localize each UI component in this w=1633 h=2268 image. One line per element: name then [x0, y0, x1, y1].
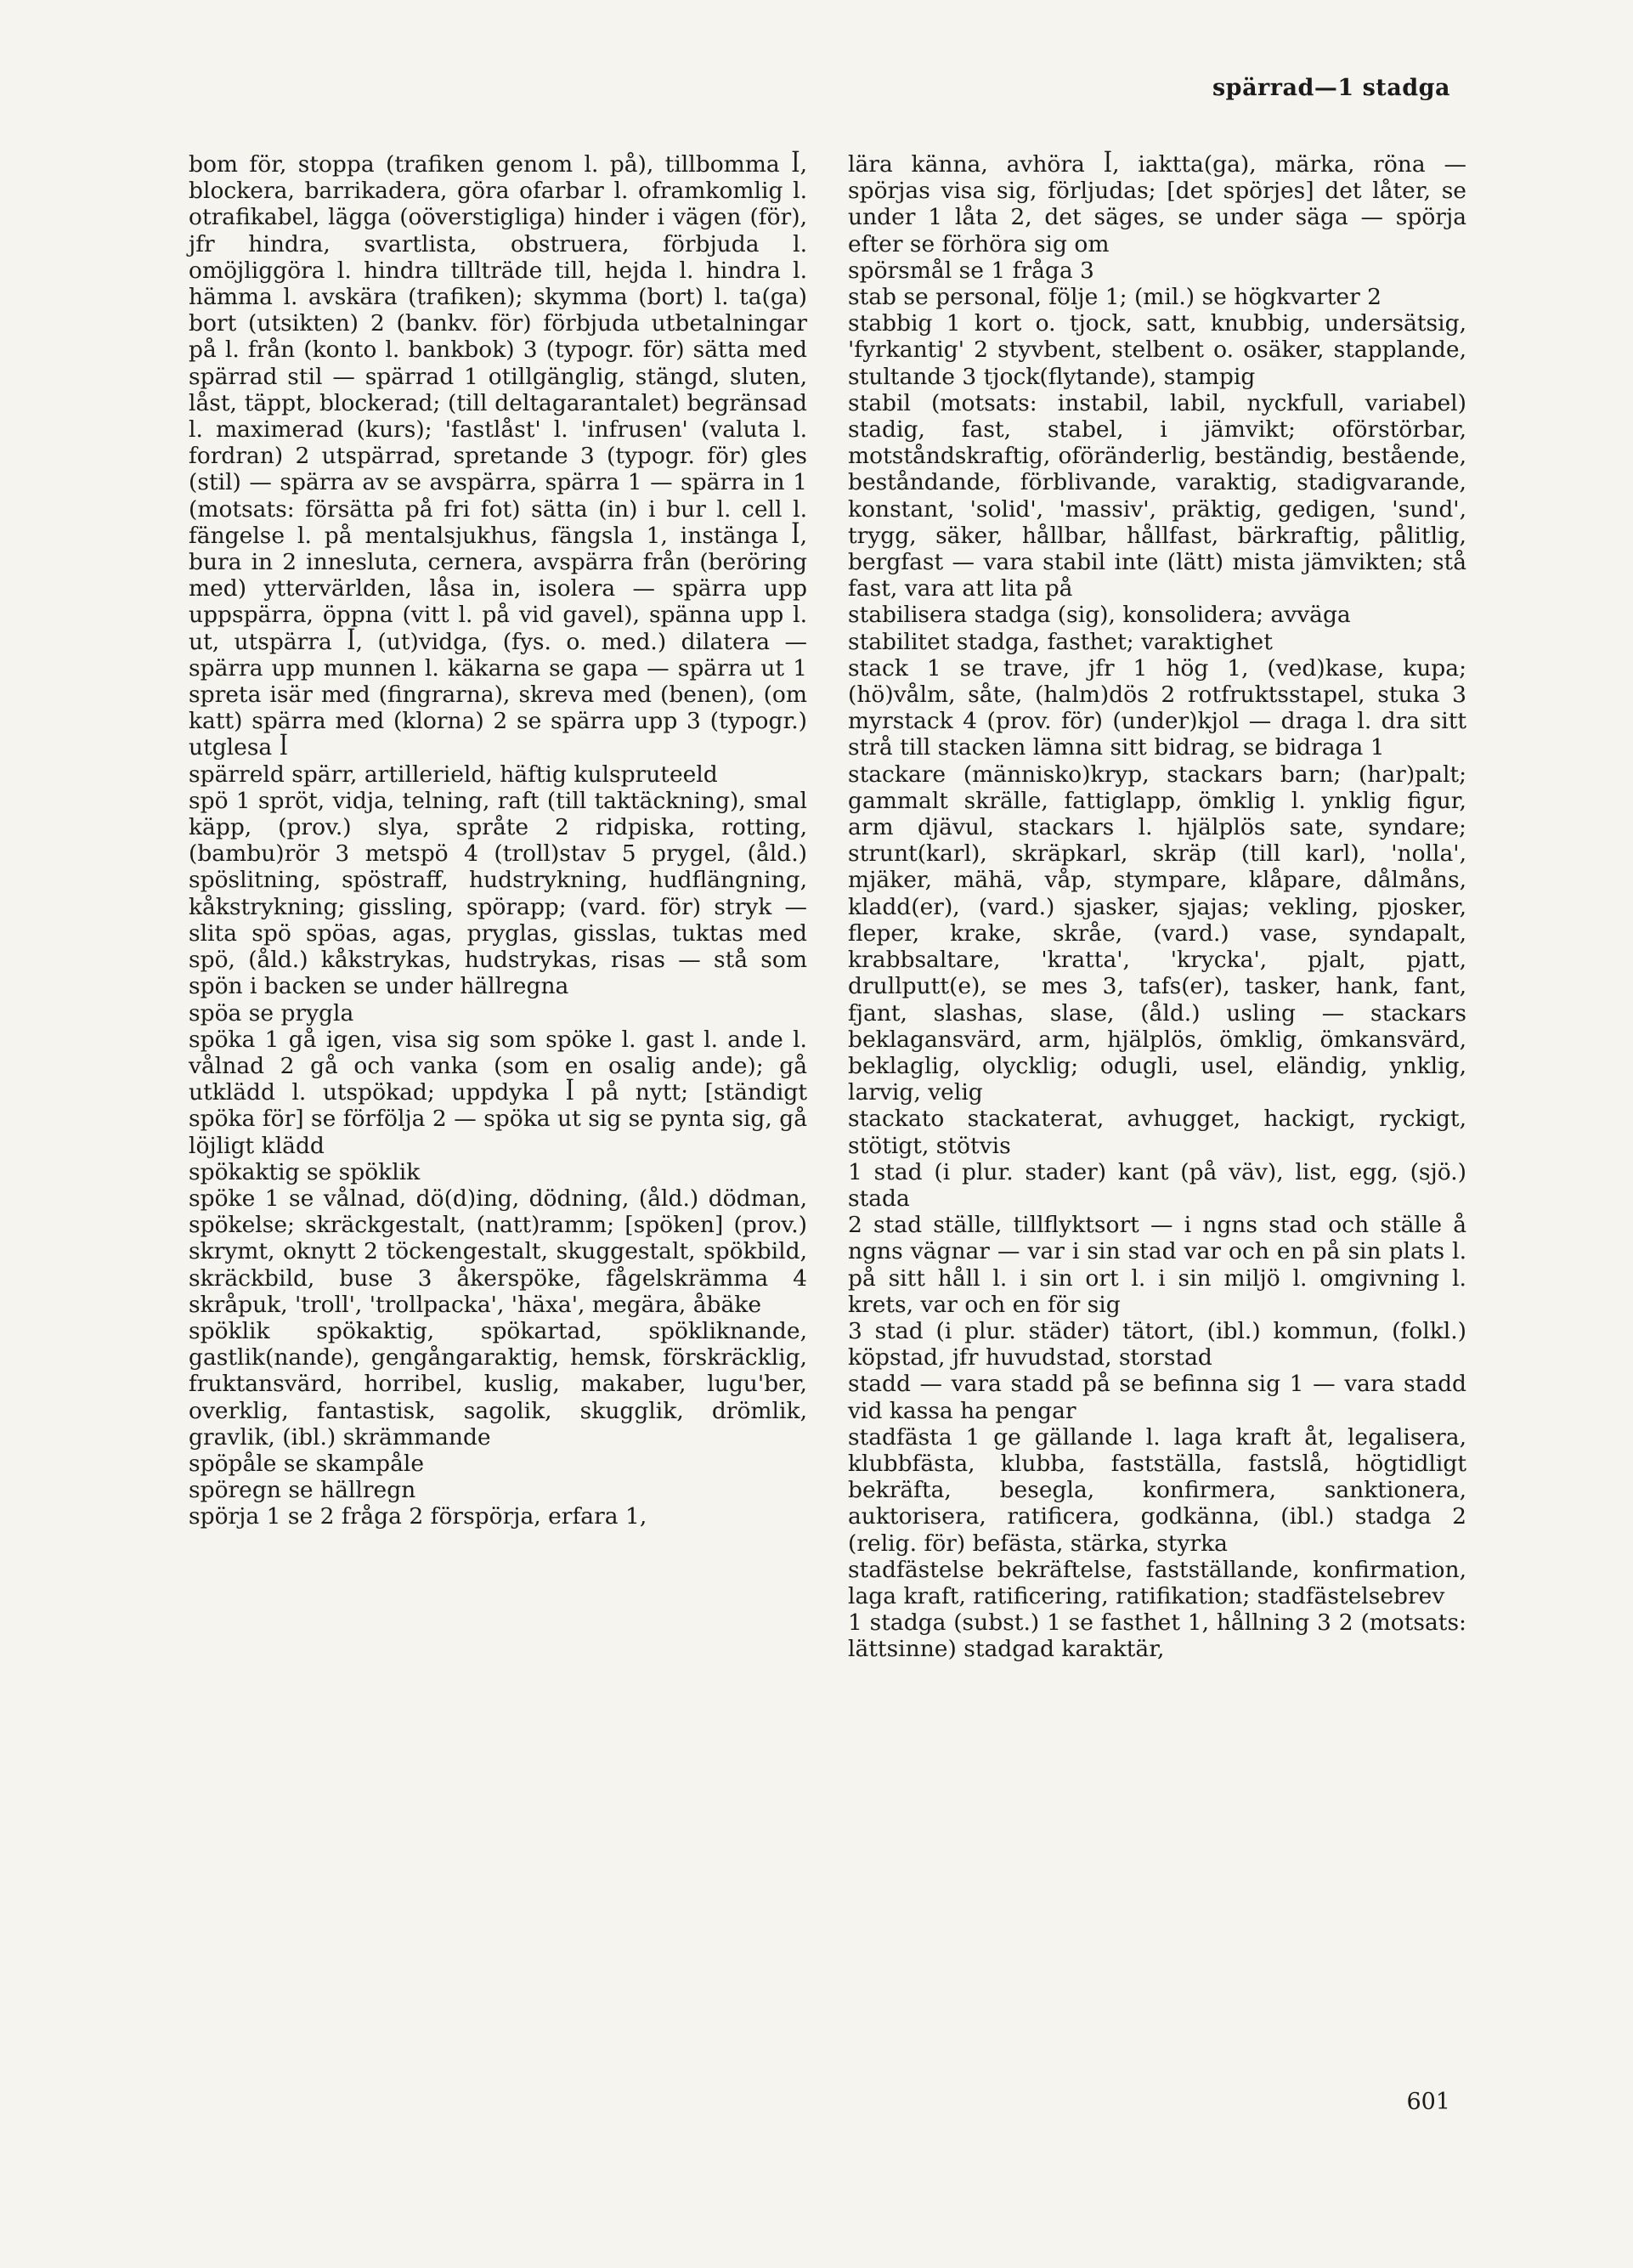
entry: 1 stadga (subst.) 1 se fasthet 1, hållning 3 2 (motsats: lättsinne) stadgad karaktär,: [848, 1609, 1466, 1663]
entry: spöregn se hällregn: [189, 1477, 416, 1504]
entry: spörsmål se 1 fråga 3: [848, 257, 1094, 284]
entry: stab se personal, följe 1; (mil.) se högkvarter 2: [848, 284, 1382, 311]
entry: lära känna, avhöra ꟾ, iaktta(ga), märka, röna — spörjas visa sig, förljudas; [det spörjes] det låter, se under 1 låta 2, det säges, se under säga — spörja efter se förhöra sig om: [848, 151, 1466, 257]
entry: stabbig 1 kort o. tjock, satt, knubbig, undersätsig, 'fyrkantig' 2 styvbent, stelbent o. osäker, stapplande, stultande 3 tjock(flytande), stampig: [848, 310, 1466, 390]
entry: spöa se prygla: [189, 999, 354, 1027]
entry: spökaktig se spöklik: [189, 1158, 421, 1185]
entry: spärreld spärr, artillerield, häftig kulspruteeld: [189, 761, 718, 788]
entry: spöpåle se skampåle: [189, 1450, 425, 1477]
entry: bom för, stoppa (trafiken genom l. på), tillbomma ꟾ, blockera, barrikadera, göra ofarbar l. oframkomlig l. otrafikabel, lägga (oöverstigliga) hinder i vägen (för), jfr hindra, svartlista, obstruera, förbjuda l. omöjliggöra l. hindra tillträde till, hejda l. hindra l. hämma l. avskära (trafiken); skymma (bort) l. ta(ga) bort (utsikten) 2 (bankv. för) förbjuda utbetalningar på l. från (konto l. bankbok) 3 (typogr. för) sätta med spärrad stil — spärrad 1 otillgänglig, stängd, sluten, låst, täppt, blockerad; (till deltagarantalet) begränsad l. maximerad (kurs); 'fastlåst' l. 'infrusen' (valuta l. fordran) 2 utspärrad, spretande 3 (typogr. för) gles (stil) — spärra av se avspärra, spärra 1 — spärra in 1 (motsats: försätta på fri fot) sätta (in) i bur l. cell l. fängelse l. på mentalsjukhus, fängsla 1, instänga ꟾ, bura in 2 innesluta, cernera, avspärra från (beröring med) yttervärlden, låsa in, isolera — spärra upp uppspärra, öppna (vitt l. på vid gavel), spänna upp l. ut, utspärra ꟾ, (ut)vidga, (fys. o. med.) dilatera — spärra upp munnen l. käkarna se gapa — spärra ut 1 spreta isär med (fingrarna), skreva med (benen), (om katt) spärra med (klorna) 2 se spärra upp 3 (typogr.) utglesa ꟾ: [189, 151, 807, 761]
entry: spöke 1 se vålnad, dö(d)ing, dödning, (åld.) dödman, spökelse; skräckgestalt, (natt)ramm; [spöken] (prov.) skrymt, oknytt 2 töckengestalt, skuggestalt, spökbild, skräckbild, buse 3 åkerspöke, fågelskrämma 4 skråpuk, 'troll', 'trollpacka', 'häxa', megära, åbäke: [189, 1185, 807, 1318]
left-column: [189, 151, 807, 1530]
entry: stack 1 se trave, jfr 1 hög 1, (ved)kase, kupa; (hö)vålm, såte, (halm)dös 2 rotfruktsstapel, stuka 3 myrstack 4 (prov. för) (under)kjol — draga l. dra sitt strå till stacken lämna sitt bidrag, se bidraga 1: [848, 654, 1466, 761]
entry: spörja 1 se 2 fråga 2 förspörja, erfara 1,: [189, 1503, 647, 1530]
entry: 3 stad (i plur. städer) tätort, (ibl.) kommun, (folkl.) köpstad, jfr huvudstad, storstad: [848, 1317, 1466, 1372]
entry: stabilisera stadga (sig), konsolidera; avväga: [848, 602, 1351, 629]
entry: stabil (motsats: instabil, labil, nyckfull, variabel) stadig, fast, stabel, i jämvikt; oförstörbar, motståndskraftig, oföränderlig, beständig, bestående, beståndande, förblivande, varaktig, stadigvarande, konstant, 'solid', 'massiv', präktig, gedigen, 'sund', trygg, säker, hållbar, hållfast, bärkraftig, pålitlig, bergfast — vara stabil inte (lätt) mista jämvikten; stå fast, vara att lita på: [848, 389, 1466, 602]
page-number: 601: [1406, 2089, 1450, 2115]
entry: 2 stad ställe, tillflyktsort — i ngns stad och ställe å ngns vägnar — var i sin stad var och en på sin plats l. på sitt håll l. i sin ort l. i sin miljö l. omgivning l. krets, var och en för sig: [848, 1212, 1466, 1318]
entry: spöklik spökaktig, spökartad, spökliknande, gastlik(nande), gengångaraktig, hemsk, förskräcklig, fruktansvärd, horribel, kuslig, makaber, lugu'ber, overklig, fantastisk, sagolik, skugglik, drömlik, gravlik, (ibl.) skrämmande: [189, 1317, 807, 1451]
right-column: [848, 151, 1466, 1663]
entry: 1 stad (i plur. stader) kant (på väv), list, egg, (sjö.) stada: [848, 1158, 1466, 1212]
entry: stackato stackaterat, avhugget, hackigt, ryckigt, stötigt, stötvis: [848, 1106, 1466, 1159]
entry: stackare (människo)kryp, stackars barn; (har)palt; gammalt skrälle, fattiglapp, ömklig l. ynklig figur, arm djävul, stackars l. hjälplös sate, syndare; strunt(karl), skräpkarl, skräp (till karl), 'nolla', mjäker, mähä, våp, stympare, klåpare, dålmåns, kladd(er), (vard.) sjasker, sjajas; vekling, pjosker, fleper, krake, skråe, (vard.) vase, syndapalt, krabbsaltare, 'kratta', 'krycka', pjalt, pjatt, drullputt(e), se mes 3, tafs(er), tasker, hank, fant, fjant, slashas, slase, (åld.) usling — stackars beklagansvärd, arm, hjälplös, ömklig, ömkansvärd, beklaglig, olycklig; odugli, usel, eländig, ynklig, larvig, velig: [848, 761, 1466, 1106]
running-head: spärrad—1 stadga: [1212, 75, 1450, 101]
entry: spöka 1 gå igen, visa sig som spöke l. gast l. ande l. vålnad 2 gå och vanka (som en osalig ande); gå utklädd l. utspökad; uppdyka ꟾ på nytt; [ständigt spöka för] se förfölja 2 — spöka ut sig se pynta sig, gå löjligt klädd: [189, 1026, 807, 1159]
entry: stabilitet stadga, fasthet; varaktighet: [848, 628, 1273, 655]
entry: stadd — vara stadd på se befinna sig 1 — vara stadd vid kassa ha pengar: [848, 1371, 1466, 1424]
entry: stadfästa 1 ge gällande l. laga kraft åt, legalisera, klubbfästa, klubba, fastställa, fastslå, högtidligt bekräfta, besegla, konfirmera, sanktionera, auktorisera, ratificera, godkänna, (ibl.) stadga 2 (relig. för) befästa, stärka, styrka: [848, 1423, 1466, 1557]
entry: spö 1 spröt, vidja, telning, raft (till taktäckning), smal käpp, (prov.) slya, språte 2 ridpiska, rotting, (bambu)rör 3 metspö 4 (troll)stav 5 prygel, (åld.) spöslitning, spöstraff, hudstrykning, hudflängning, kåkstrykning; gissling, spörapp; (vard. för) stryk — slita spö spöas, agas, pryglas, gisslas, tuktas med spö, (åld.) kåkstrykas, hudstrykas, risas — stå som spön i backen se under hällregna: [189, 787, 807, 1000]
entry: stadfästelse bekräftelse, fastställande, konfirmation, laga kraft, ratificering, ratifikation; stadfästelsebrev: [848, 1556, 1466, 1609]
